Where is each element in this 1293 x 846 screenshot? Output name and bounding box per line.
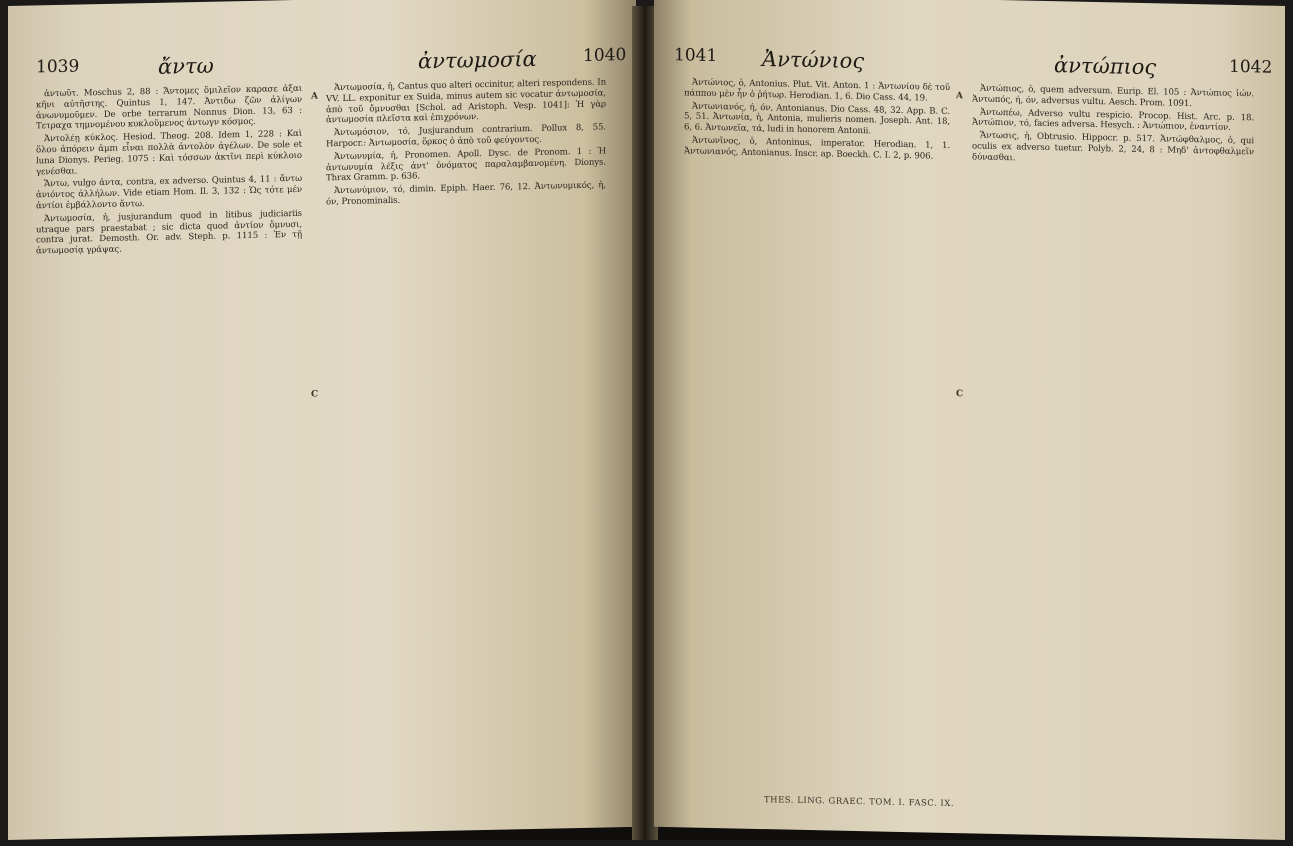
entry-paragraph: Ἀντολέῃ κύκλος. Hesiod. Theog. 208. Idem 1, 228 : Καὶ ὅλου ἀπόρειν ἀμπι εἶναι πολλὰ ἀντολὸν ἀγέλων. De sole et luna Dionys. Perieg. 1075 : Καὶ τόσσων ἀκτῖνι περὶ κύκλοιο γενέσθαι. <box>36 129 302 177</box>
entry-paragraph: Ἀντωπέω, Adverso vultu respicio. Procop. Hist. Arc. p. 18. Ἀντώπιον, τό, facies adversa. Hesych. : Ἀντώπιον, ἐναντίον. <box>972 107 1254 134</box>
entry-paragraph: Ἀντωμοσία, ἡ, jusjurandum quod in litibus judiciariis utraque pars praestabat ; sic dicta quod ἀντίον ὄμνυσι, contra jurat. Demosth. Or. adv. Steph. p. 1115 : Ἐν τῇ ἀντωμοσίᾳ γράψας. <box>36 208 302 257</box>
right-column-b <box>972 83 1254 789</box>
right-column-a <box>684 77 950 783</box>
section-marker-c: C <box>956 389 964 400</box>
page-number-left-outer: 1039 <box>36 56 80 78</box>
open-book <box>8 6 1285 840</box>
left-page <box>8 0 636 840</box>
section-marker-a: A <box>311 91 318 102</box>
entry-paragraph: Ἀντώπιος, ὁ, quem adversum. Eurip. El. 105 : Ἀντώπιος ἰών. Ἀντωπός, ή, όν, adversus vultu. Aesch. Prom. 1091. <box>972 83 1254 109</box>
headword-left-a: ἄντω <box>158 53 214 79</box>
page-number-right-inner: 1041 <box>674 45 718 67</box>
entry-paragraph: Ἀντωμόσιον, τό, Jusjurandum contrarium. Pollux 8, 55. Harpocr.: Ἀντωμοσία, ὅρκος ὁ ἀπὸ τοῦ φεύγοντος. <box>326 122 606 150</box>
left-column-a <box>36 84 302 790</box>
left-column-b <box>326 77 606 783</box>
entry-paragraph: Ἀντωνιανός, ή, όν, Antonianus. Dio Cass. 48, 32. App. B. C. 5, 51. Ἀντωνία, ἡ, Antonia, mulieris nomen. Joseph. Ant. 18, 6, 6. Ἀντωνεῖα, τά, ludi in honorem Antonii. <box>684 101 950 137</box>
headword-left-b: ἀντωμοσία <box>418 46 537 74</box>
entry-paragraph: Ἀντωνυμία, ἡ, Pronomen. Apoll. Dysc. de Pronom. 1 : Ἡ ἀντωνυμία λέξις ἀντ' ὀνόματος παραλαμβανομένη. Dionys. Thrax Gramm. p. 636. <box>326 146 606 184</box>
entry-paragraph: Ἀντωμοσία, ἡ, Cantus quo alteri occinitur, alteri respondens. In VV. LL. exponitur ex Suida, minus autem sic vocatur ἀντωμοσία, ἀπὸ τοῦ ὄμνυσθαι [Schol. ad Aristoph. Vesp. 1041]: Ἡ γὰρ ἀντωμοσία πλεῖστα καὶ ἐπιχρόνων. <box>326 77 606 126</box>
headword-right-a: Ἀντώνιος <box>762 47 865 74</box>
signature-mark: THES. LING. GRAEC. TOM. I. FASC. IX. <box>764 795 955 810</box>
entry-paragraph: Ἄντωσις, ἡ, Obtrusio. Hippocr. p. 517. Ἀντώφθαλμος, ὁ, qui oculis ex adverso tuetur. Polyb. 2, 24, 8 : Μηδ' ἀντοφθαλμεῖν δύνασθαι. <box>972 130 1254 164</box>
right-page <box>654 0 1285 840</box>
page-number-left-inner: 1040 <box>583 45 627 66</box>
headword-right-b: ἀντώπιος <box>1054 53 1157 80</box>
entry-paragraph: Ἀντωνύμιον, τό, dimin. Epiph. Haer. 76, 12. Ἀντωνυμικός, ἡ, όν, Pronominalis. <box>326 180 606 208</box>
entry-paragraph: ἀντωῦτ. Moschus 2, 88 : Ἄντομες ὅμιλεῖον καρασε ἀξαι κῆνι αὐτῆστης. Quintus 1, 147. Ἀντιδω ζῶν ἀλίγων ἀνωνυμοῦμεν. De orbe terrarum Nonnus Dion. 13, 63 : Τετραχα τημνομένου κυκλοῦμενος ἀντωγν κόσμος. <box>36 83 302 132</box>
page-number-right-outer: 1042 <box>1229 56 1273 78</box>
entry-paragraph: Ἀντωνῖνος, ὁ, Antoninus, imperator. Herodian. 1, 1. Ἀντωνιανός, Antonianus. Inscr. ap. Boeckh. C. I. 2, p. 906. <box>684 135 950 162</box>
entry-paragraph: Ἀντώνιος, ὁ, Antonius. Plut. Vit. Anton. 1 : Ἀντωνίου δὲ τοῦ πάππου μὲν ἦν ὁ ῥήτωρ. Herodian. 1, 6. Dio Cass. 44, 19. <box>684 77 950 104</box>
section-marker-c: C <box>311 389 319 400</box>
entry-paragraph: Ἄντω, vulgo ἀντα, contra, ex adverso. Quintus 4, 11 : ἄντω ἀνιόντος ἀλλήλων. Vide etiam Hom. Il. 3, 132 : Ὡς τότε μέν ἀντίοι ἐμβάλλοντο ἄντω. <box>36 174 302 212</box>
section-marker-a: A <box>956 91 963 102</box>
